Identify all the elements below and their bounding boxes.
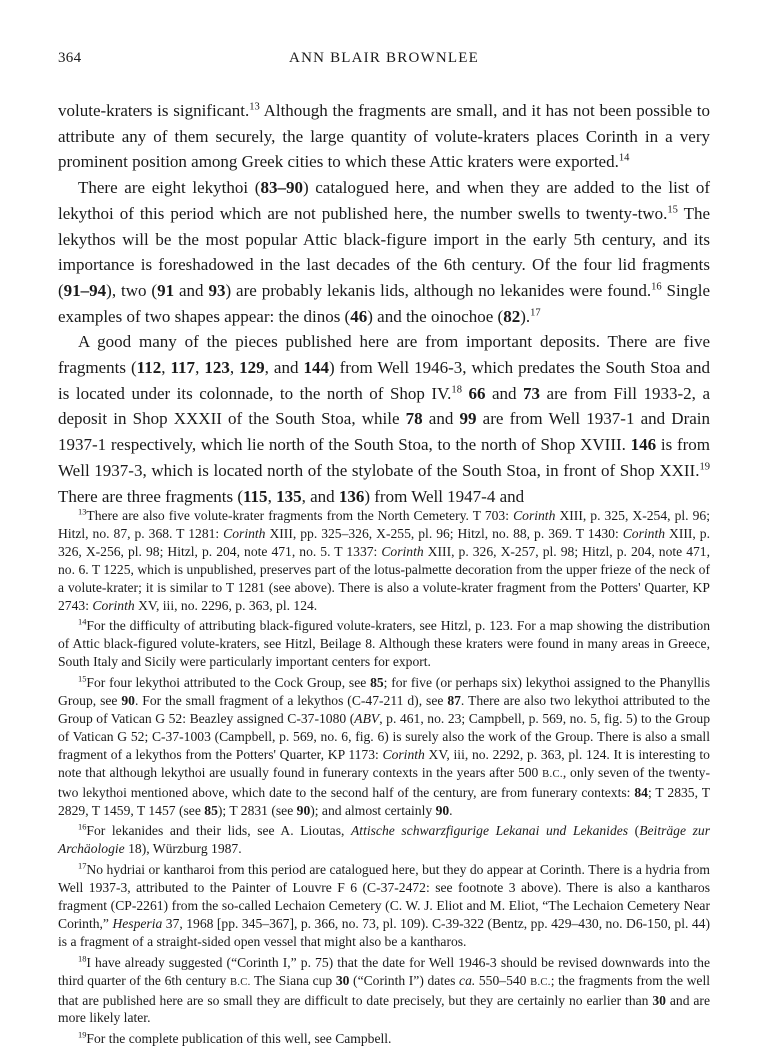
catalogue-ref: 112	[136, 358, 162, 378]
catalogue-ref: 73	[523, 383, 541, 403]
footnote-18: $^{18}$I have already suggested (“Corinth I,” p. 75) that the date for Well 1946-3 should be revised downwards into the third quarter of the 6th century B.C. The Siana cup 30 (“Corinth I”) dates ca. 550–540 B.C.; the fragments from the well that are published here are so small they are difficult to date precisely, but they are certainly no earlier than 30 and are more likely later.	[58, 953, 711, 1026]
footnote-number: 15	[78, 673, 87, 684]
footnote-ref-18[interactable]: 18	[451, 384, 462, 396]
catalogue-ref: 83–90	[260, 178, 303, 198]
page-header	[58, 50, 710, 74]
footnote-number: 14	[78, 616, 87, 627]
catalogue-ref: 136	[338, 486, 365, 506]
body-paragraph-3: A good many of the pieces published here are from important deposits. There are five fragments (112, 117, 123, 129, and 144) from Well 1946-3, which predates the South Stoa and is located under its colonnade, to the north of Shop IV.$^{18}$ 66 and 73 are from Fill 1933-2, a deposit in Shop XXXII of the South Stoa, while 78 and 99 are from Well 1937-1 and Drain 1937-1 respectively, which lie north of the South Stoa, to the north of Shop XVIII. 146 is from Well 1937-3, which is located north of the stylobate of the South Stoa, in front of Shop XXII.$^{19}$ There are three fragments (115, 135, and 136) from Well 1947-4 and	[58, 332, 711, 506]
main-text	[58, 98, 710, 509]
footnote-ref-15[interactable]: 15	[667, 204, 678, 216]
catalogue-ref: 135	[276, 486, 302, 506]
catalogue-ref: 144	[303, 358, 329, 378]
body-paragraph-1: volute-kraters is significant.$^{13}$ Although the fragments are small, and it has not been possible to attribute any of them securely, the large quantity of volute-kraters places Corinth in a very prominent position among Greek cities to which these Attic kraters were exported.$^{14}$	[58, 101, 710, 172]
catalogue-ref: 129	[239, 358, 265, 378]
footnote-ref-16[interactable]: 16	[651, 281, 662, 293]
catalogue-ref: 99	[459, 409, 477, 429]
footnote-16: $^{16}$For lekanides and their lids, see A. Lioutas, Attische schwarzfigurige Lekanai und Lekanides (Beiträge zur Archäologie 18), Würzburg 1987.	[58, 821, 710, 857]
footnote-14: $^{14}$For the difficulty of attributing black-figured volute-kraters, see Hitzl, p. 123. For a map showing the distribution of Attic black-figured volute-kraters, see Hitzl, Beilage 8. Although these kraters were found in many areas in Greece, South Italy and Sicily were particularly important centers for export.	[58, 616, 710, 670]
footnote-number: 16	[78, 821, 87, 832]
catalogue-ref: 115	[243, 486, 268, 506]
catalogue-ref: 66	[468, 383, 486, 403]
body-paragraph-2: There are eight lekythoi (83–90) catalogued here, and when they are added to the list of lekythoi of this period which are not published here, the number swells to twenty-two.$^{15}$ The lekythos will be the most popular Attic black-figure import in the early 5th century, and its importance is foreshadowed in the last decades of the 6th century. Of the four lid fragments (91–94), two (91 and 93) are probably lekanis lids, although no lekanides were found.$^{16}$ Single examples of two shapes appear: the dinos (46) and the oinochoe (82).$^{17}$	[58, 178, 711, 326]
catalogue-ref: 82	[503, 306, 521, 326]
footnote-number: 13	[78, 506, 87, 517]
catalogue-ref: 78	[405, 409, 423, 429]
footnote-15: $^{15}$For four lekythoi attributed to the Cock Group, see 85; for five (or perhaps six) lekythoi assigned to the Phanyllis Group, see 90. For the small fragment of a lekythos (C-47-211 d), see 87. There are also two lekythoi attributed to the Group of Vatican G 52: Beazley assigned C-37-1080 (ABV, p. 461, no. 23; Campbell, p. 569, no. 5, fig. 5) to the Group of Vatican G 52; C-37-1003 (Campbell, p. 569, no. 6, fig. 6) is surely also the work of the Group. There is also a small fragment of a lekythos from the Potters' Quarter, KP 1173: Corinth XV, iii, no. 2292, p. 363, pl. 124. It is interesting to note that although lekythoi are usually found in funerary contexts in the years after 500 B.C., only seven of the twenty-two lekythoi mentioned above, which date to the second half of the century, are from funerary contexts: 84; T 2835, T 2829, T 1459, T 1457 (see 85); T 2831 (see 90); and almost certainly 90.	[58, 673, 710, 818]
catalogue-ref: 91–94	[63, 280, 107, 300]
footnote-number: 18	[78, 953, 87, 964]
footnote-17: $^{17}$No hydriai or kantharoi from this period are catalogued here, but they do appear at Corinth. There is a hydria from Well 1937-3, attributed to the Painter of Louvre F 6 (C-37-2472: see footnote 3 above). There is also a kantharos fragment (CP-2261) from the so-called Lechaion Cemetery (C. W. J. Eliot and M. Eliot, “The Lechaion Cemetery Near Corinth,” Hesperia 37, 1968 [pp. 345–367], p. 366, no. 73, pl. 109). C-39-322 (Bentz, pp. 429–430, no. D6-150, pl. 44) is a fragment of a straight-sided open vessel that might also be a kantharos.	[58, 860, 710, 949]
catalogue-ref: 117	[170, 358, 196, 378]
running-head: ANN BLAIR BROWNLEE	[289, 50, 479, 66]
footnote-ref-19[interactable]: 19	[699, 461, 710, 473]
catalogue-ref: 91	[157, 280, 175, 300]
footnote-ref-17[interactable]: 17	[530, 306, 541, 318]
catalogue-ref: 146	[630, 435, 657, 455]
footnote-13: $^{13}$There are also five volute-krater fragments from the North Cemetery. T 703: Corinth XIII, p. 325, X-254, pl. 96; Hitzl, no. 87, p. 368. T 1281: Corinth XIII, pp. 325–326, X-255, pl. 96; Hitzl, no. 88, p. 369. T 1430: Corinth XIII, p. 326, X-256, pl. 98; Hitzl, p. 204, note 471, no. 5. T 1337: Corinth XIII, p. 326, X-257, pl. 98; Hitzl, p. 204, note 471, no. 6. T 1225, which is unpublished, preserves part of the lotus-palmette decoration from the upper frieze of the neck of a volute-krater; it is similar to T 1281 (see above). There is also a volute-krater fragment from the Potters' Quarter, KP 2743: Corinth XV, iii, no. 2296, p. 363, pl. 124.	[58, 506, 710, 613]
catalogue-ref: 123	[204, 358, 230, 378]
footnote-ref-13[interactable]: 13	[249, 101, 260, 113]
catalogue-ref: 93	[208, 280, 226, 300]
footnotes	[58, 507, 710, 1051]
footnote-number: 17	[78, 860, 87, 871]
footnote-ref-14[interactable]: 14	[618, 152, 630, 164]
page-number: 364	[58, 50, 82, 66]
footnote-number: 19	[78, 1029, 87, 1040]
catalogue-ref: 46	[350, 306, 368, 326]
footnote-19: $^{19}$For the complete publication of this well, see Campbell.	[78, 1029, 392, 1047]
